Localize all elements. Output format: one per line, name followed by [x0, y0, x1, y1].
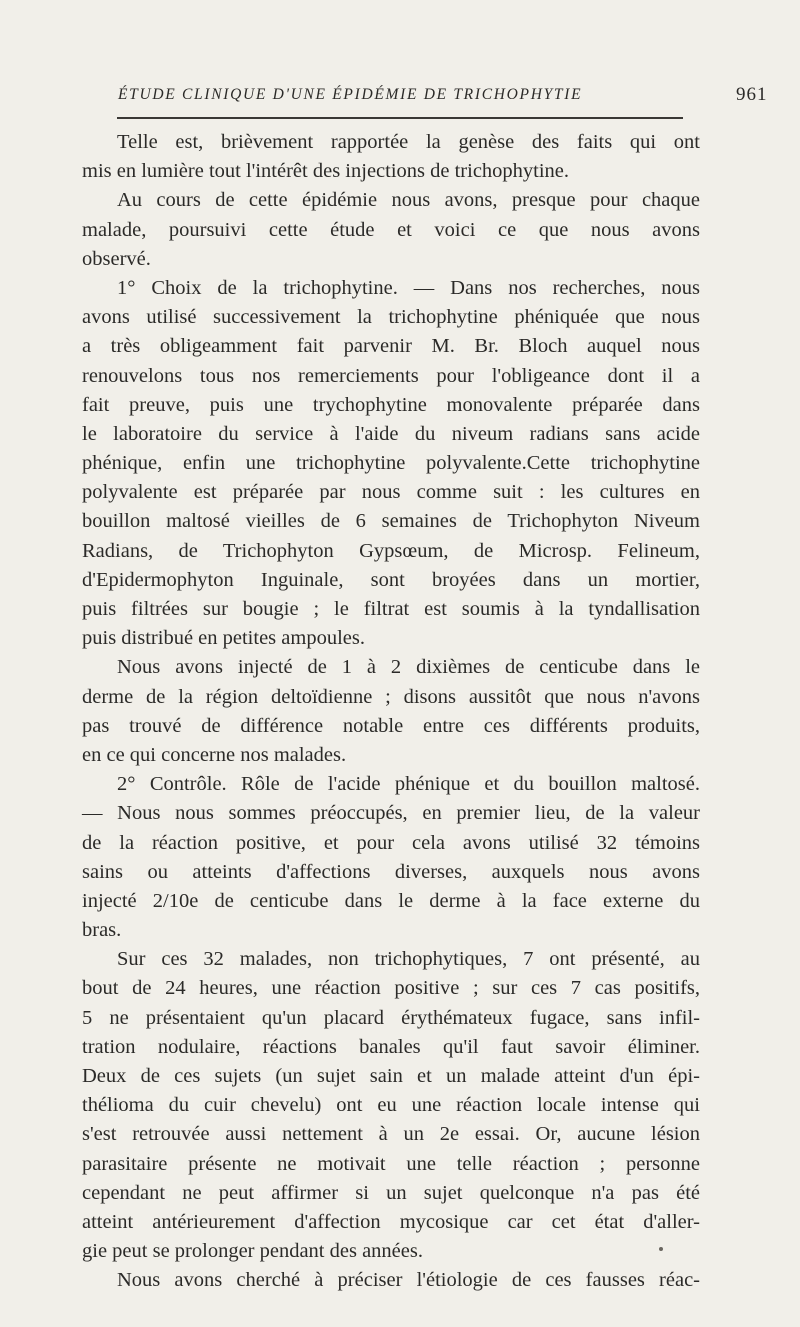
text-line: pas trouvé de différence notable entre ces différents produits,: [82, 714, 700, 737]
text-line: bouillon maltosé vieilles de 6 semaines de Trichophyton Niveum: [82, 510, 700, 533]
text-line: atteint antérieurement d'affection mycosique car cet état d'aller-: [82, 1210, 700, 1233]
text-line: bras.: [82, 919, 122, 942]
page-number: 961: [736, 84, 768, 105]
text-line: 1° Choix de la trichophytine. — Dans nos recherches, nous: [117, 276, 700, 299]
body-text: [82, 128, 700, 1296]
text-line: fait preuve, puis une trychophytine monovalente préparée dans: [82, 393, 700, 416]
text-line: tration nodulaire, réactions banales qu'il faut savoir éliminer.: [82, 1035, 700, 1058]
text-line: avons utilisé successivement la trichophytine phéniquée que nous: [82, 306, 700, 329]
text-line: d'Epidermophyton Inguinale, sont broyées dans un mortier,: [82, 568, 700, 591]
text-line: parasitaire présente ne motivait une telle réaction ; personne: [82, 1152, 700, 1175]
text-line: en ce qui concerne nos malades.: [82, 743, 347, 766]
header-rule: [117, 117, 683, 119]
text-line: mis en lumière tout l'intérêt des injections de trichophytine.: [82, 160, 570, 183]
text-line: polyvalente est préparée par nous comme suit : les cultures en: [82, 481, 700, 504]
text-line: malade, poursuivi cette étude et voici ce que nous avons: [82, 218, 700, 241]
text-line: injecté 2/10e de centicube dans le derme à la face externe du: [82, 889, 700, 912]
text-line: — Nous nous sommes préoccupés, en premier lieu, de la valeur: [82, 802, 700, 825]
text-line: cependant ne peut affirmer si un sujet quelconque n'a pas été: [82, 1181, 700, 1204]
text-line: Nous avons cherché à préciser l'étiologie de ces fausses réac-: [117, 1269, 700, 1292]
text-line: thélioma du cuir chevelu) ont eu une réaction locale intense qui: [82, 1094, 700, 1117]
text-line: a très obligeamment fait parvenir M. Br. Bloch auquel nous: [82, 335, 700, 358]
text-line: Nous avons injecté de 1 à 2 dixièmes de centicube dans le: [117, 656, 700, 679]
text-line: Au cours de cette épidémie nous avons, presque pour chaque: [117, 189, 700, 212]
text-line: bout de 24 heures, une réaction positive ; sur ces 7 cas positifs,: [82, 977, 700, 1000]
text-line: puis filtrées sur bougie ; le filtrat est soumis à la tyndallisation: [82, 598, 700, 620]
text-line: gie peut se prolonger pendant des années.: [82, 1240, 423, 1263]
text-line: Deux de ces sujets (un sujet sain et un malade atteint d'un épi-: [82, 1065, 700, 1087]
text-line: de la réaction positive, et pour cela avons utilisé 32 témoins: [82, 831, 700, 854]
text-line: Telle est, brièvement rapportée la genèse des faits qui ont: [117, 131, 700, 153]
ink-speck: [659, 1247, 663, 1251]
text-line: 5 ne présentaient qu'un placard érythémateux fugace, sans infil-: [82, 1006, 700, 1029]
text-line: Sur ces 32 malades, non trichophytiques, 7 ont présenté, au: [117, 948, 700, 971]
text-line: derme de la région deltoïdienne ; disons aussitôt que nous n'avons: [82, 685, 700, 708]
text-line: observé.: [82, 247, 151, 270]
text-line: renouvelons tous nos remerciements pour l'obligeance dont il a: [82, 364, 700, 387]
text-line: s'est retrouvée aussi nettement à un 2e essai. Or, aucune lésion: [82, 1123, 700, 1146]
text-line: phénique, enfin une trichophytine polyvalente.Cette trichophytine: [82, 452, 700, 475]
text-line: puis distribué en petites ampoules.: [82, 627, 365, 650]
text-line: le laboratoire du service à l'aide du niveum radians sans acide: [82, 422, 700, 445]
text-line: Radians, de Trichophyton Gypsœum, de Microsp. Felineum,: [82, 539, 700, 562]
running-title: ÉTUDE CLINIQUE D'UNE ÉPIDÉMIE DE TRICHOPHYTIE: [118, 86, 583, 103]
text-line: sains ou atteints d'affections diverses, auxquels nous avons: [82, 860, 700, 883]
text-line: 2° Contrôle. Rôle de l'acide phénique et du bouillon maltosé.: [117, 773, 700, 796]
